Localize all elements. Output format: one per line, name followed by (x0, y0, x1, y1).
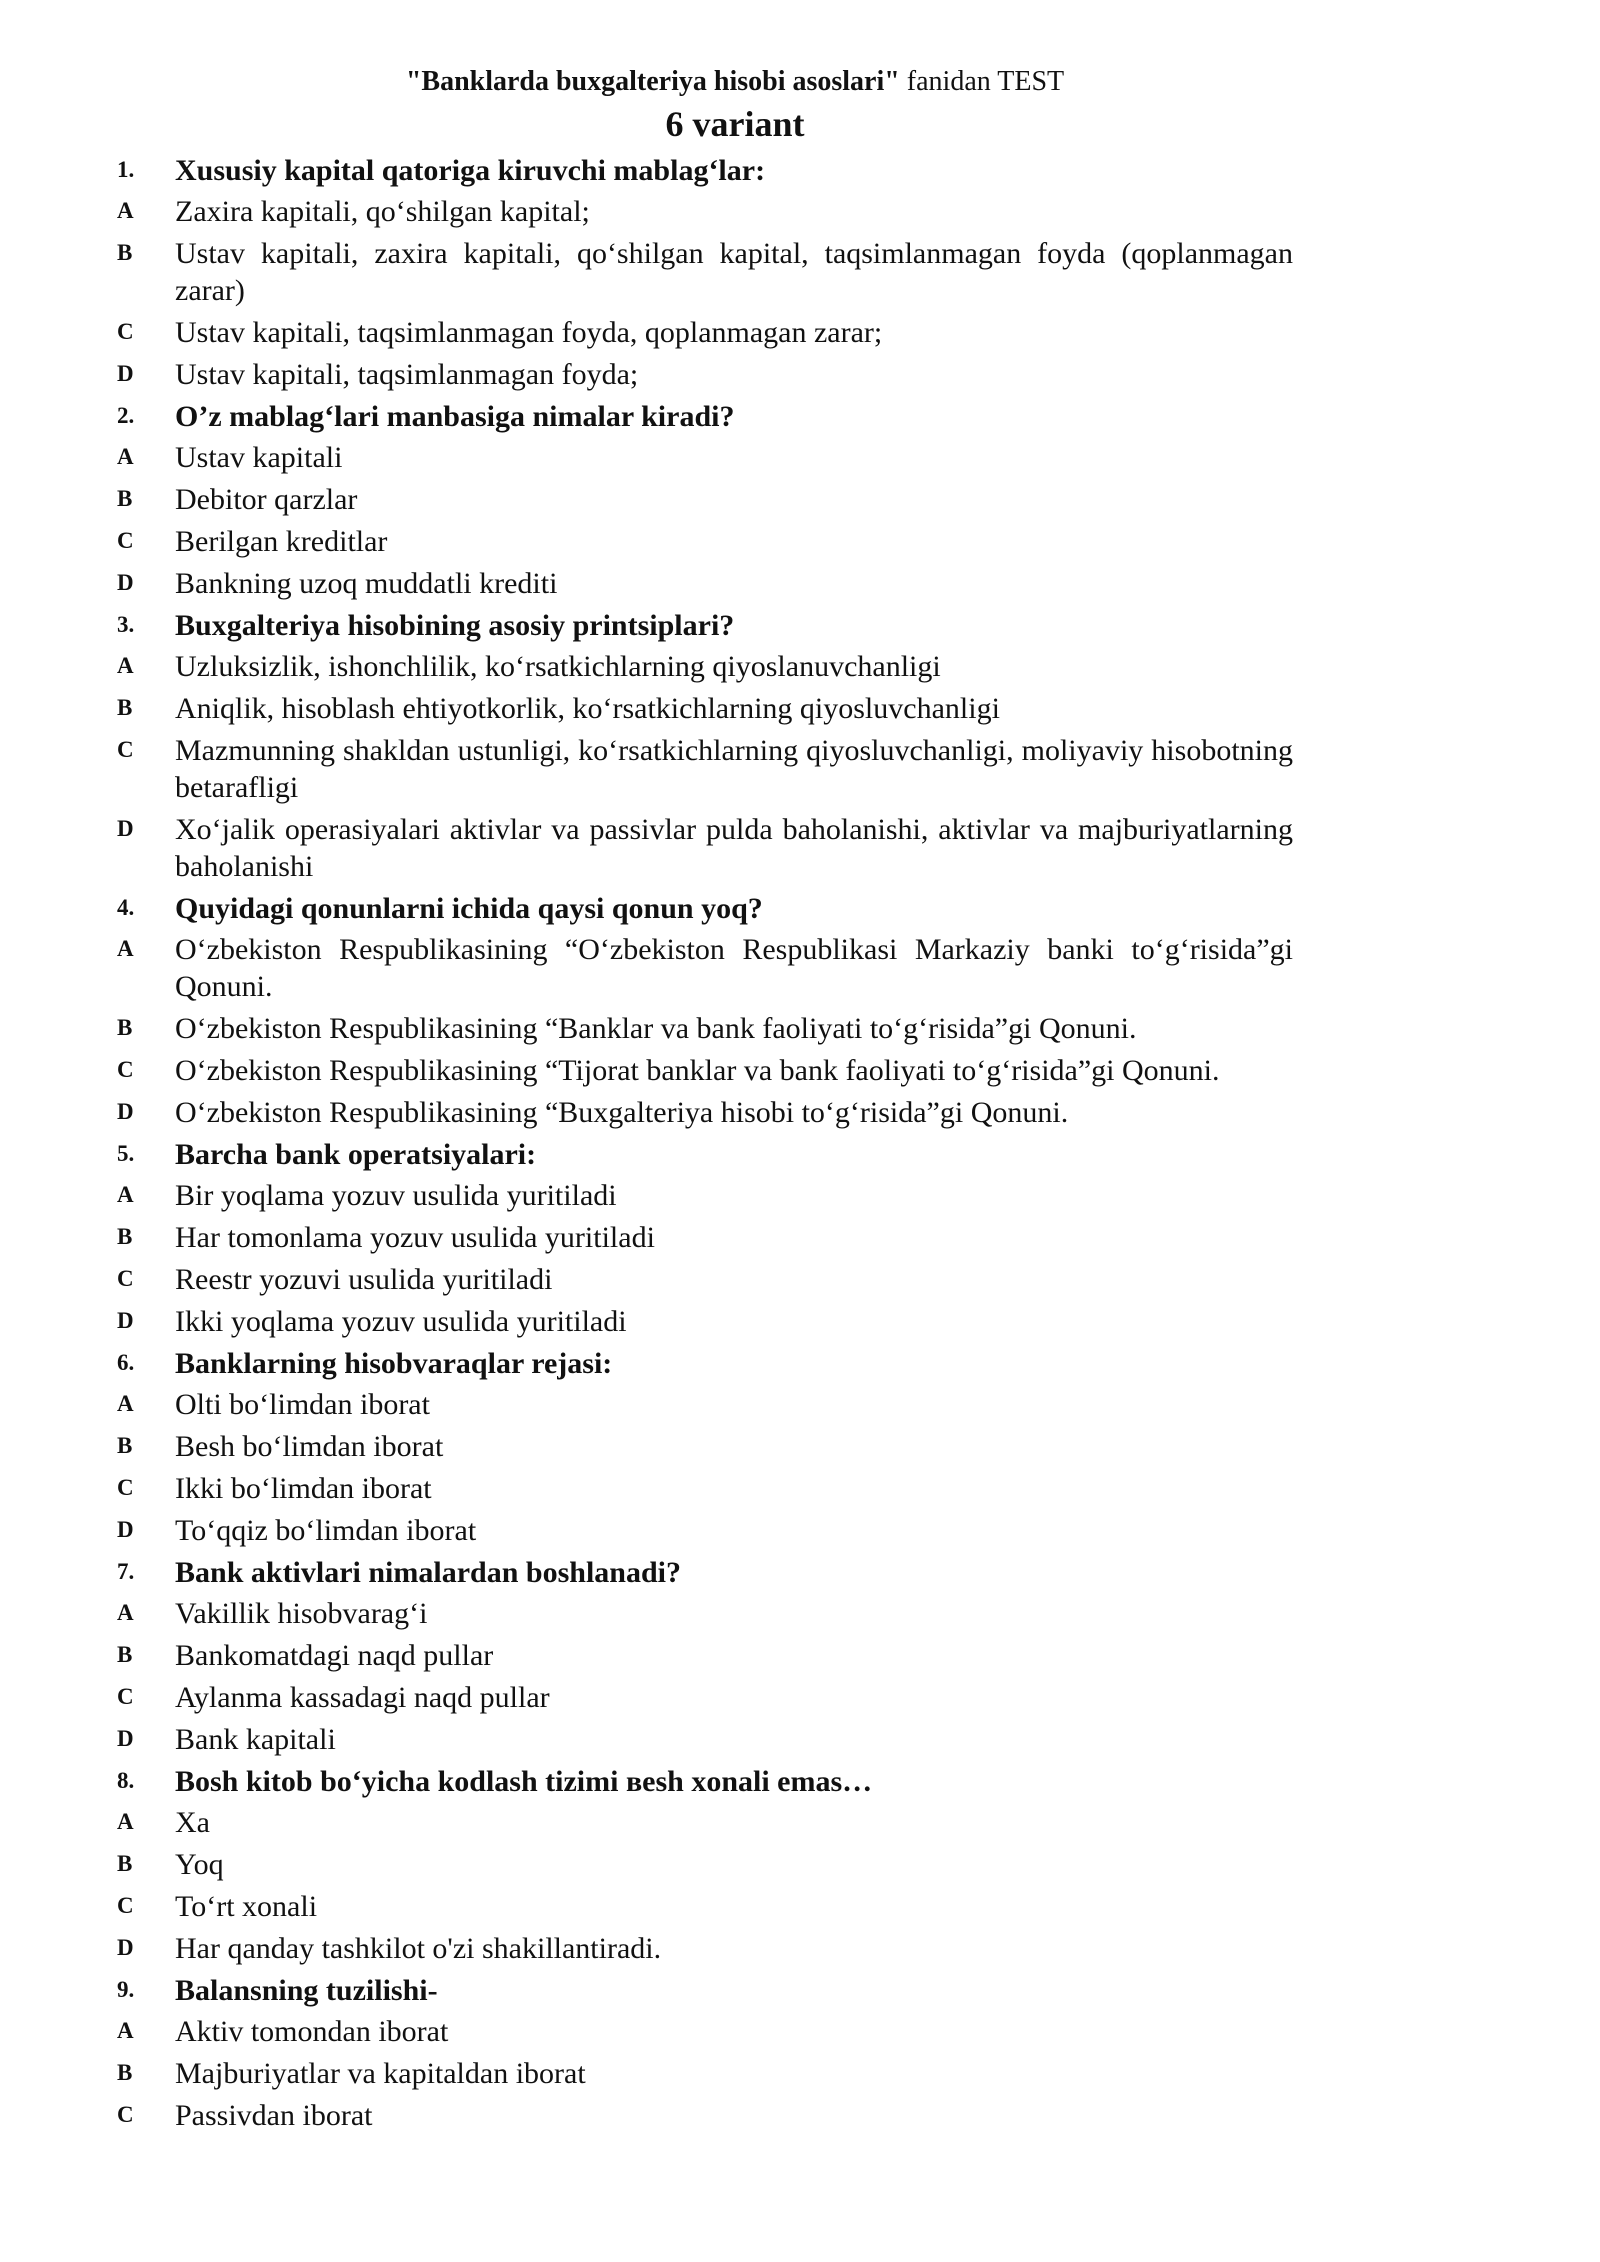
option-letter: C (117, 1475, 134, 1500)
question-number: 2. (117, 403, 135, 428)
question-number: 7. (117, 1559, 135, 1584)
option-letter: D (117, 1726, 134, 1751)
option-letter: B (117, 695, 133, 720)
answer-option (0, 1386, 1600, 1428)
answer-option (0, 1930, 1600, 1972)
option-text: Har qanday tashkilot o'zi shakillantiradi. (175, 1932, 662, 1965)
question-text: Xususiy kapital qatoriga kiruvchi mablag‘lar: (175, 154, 766, 187)
option-letter: C (117, 528, 134, 553)
option-letter: A (117, 444, 134, 469)
option-letter: D (117, 1099, 134, 1124)
answer-option (0, 1679, 1600, 1721)
option-text: Debitor qarzlar (175, 483, 358, 516)
answer-option (0, 648, 1600, 690)
answer-option (0, 1219, 1600, 1261)
option-text: Aktiv tomondan iborat (175, 2015, 449, 2048)
option-text: Ustav kapitali (175, 441, 343, 474)
option-text: Uzluksizlik, ishonchlilik, ko‘rsatkichlarning qiyoslanuvchanligi (175, 650, 941, 683)
question-text: Buxgalteriya hisobining asosiy printsiplari? (175, 609, 735, 642)
answer-option (0, 1010, 1600, 1052)
option-letter: A (117, 1391, 134, 1416)
option-text: Ustav kapitali, zaxira kapitali, qo‘shilgan kapital, taqsimlanmagan foyda (qoplanmagan zarar) (175, 237, 1293, 307)
variant-title: 6 variant (665, 104, 805, 144)
option-text: Bankomatdagi naqd pullar (175, 1639, 494, 1672)
question-text: Banklarning hisobvaraqlar rejasi: (175, 1347, 613, 1380)
option-letter: D (117, 361, 134, 386)
answer-option (0, 1428, 1600, 1470)
answer-option (0, 1888, 1600, 1930)
option-text: Bir yoqlama yozuv usulida yuritiladi (175, 1179, 617, 1212)
answer-option (0, 2055, 1600, 2097)
option-text: To‘rt xonali (175, 1890, 318, 1923)
answer-option (0, 356, 1600, 398)
option-text: Passivdan iborat (175, 2099, 373, 2132)
answer-option (0, 1261, 1600, 1303)
option-letter: A (117, 1182, 134, 1207)
answer-option (0, 193, 1600, 235)
option-letter: D (117, 1308, 134, 1333)
option-text: Zaxira kapitali, qo‘shilgan kapital; (175, 195, 590, 228)
option-letter: C (117, 1893, 134, 1918)
question (0, 1763, 1600, 1804)
option-letter: B (117, 1433, 133, 1458)
option-letter: A (117, 1600, 134, 1625)
option-letter: B (117, 1015, 133, 1040)
question-text: Balansning tuzilishi- (175, 1974, 438, 2007)
option-text: Har tomonlama yozuv usulida yuritiladi (175, 1221, 655, 1254)
option-text: O‘zbekiston Respublikasining “Banklar va bank faoliyati to‘g‘risida”gi Qonuni. (175, 1012, 1137, 1045)
answer-option (0, 439, 1600, 481)
option-letter: B (117, 1851, 133, 1876)
option-text: Mazmunning shakldan ustunligi, ko‘rsatkichlarning qiyosluvchanligi, moliyaviy hisobotning betarafligi (175, 734, 1293, 804)
question (0, 398, 1600, 439)
option-letter: A (117, 2018, 134, 2043)
answer-option (0, 1303, 1600, 1345)
option-letter: A (117, 936, 134, 961)
option-letter: C (117, 1057, 134, 1082)
question (0, 1345, 1600, 1386)
answer-option (0, 235, 1600, 314)
option-letter: C (117, 737, 134, 762)
option-letter: A (117, 1809, 134, 1834)
option-letter: B (117, 2060, 133, 2085)
question (0, 152, 1600, 193)
option-text: Ikki yoqlama yozuv usulida yuritiladi (175, 1305, 627, 1338)
question-text: Bank aktivlari nimalardan boshlanadi? (175, 1556, 681, 1589)
option-text: Bankning uzoq muddatli krediti (175, 567, 558, 600)
answer-option (0, 523, 1600, 565)
option-text: Besh bo‘limdan iborat (175, 1430, 444, 1463)
answer-option (0, 2013, 1600, 2055)
question-list (0, 152, 1600, 2139)
test-header (0, 64, 1470, 100)
question (0, 890, 1600, 931)
option-letter: B (117, 1224, 133, 1249)
option-text: Majburiyatlar va kapitaldan iborat (175, 2057, 586, 2090)
answer-option (0, 1094, 1600, 1136)
option-letter: C (117, 1266, 134, 1291)
question-number: 9. (117, 1977, 135, 2002)
question (0, 1972, 1600, 2013)
answer-option (0, 1804, 1600, 1846)
answer-option (0, 811, 1600, 890)
option-letter: A (117, 653, 134, 678)
option-text: Berilgan kreditlar (175, 525, 388, 558)
question-number: 1. (117, 157, 135, 182)
question-number: 8. (117, 1768, 135, 1793)
option-letter: B (117, 486, 133, 511)
answer-option (0, 1846, 1600, 1888)
question-number: 4. (117, 895, 135, 920)
option-text: Ustav kapitali, taqsimlanmagan foyda, qoplanmagan zarar; (175, 316, 883, 349)
answer-option (0, 481, 1600, 523)
answer-option (0, 690, 1600, 732)
option-letter: D (117, 1935, 134, 1960)
option-text: Olti bo‘limdan iborat (175, 1388, 430, 1421)
option-text: To‘qqiz bo‘limdan iborat (175, 1514, 477, 1547)
question-text: Bosh kitob bo‘yicha kodlash tizimi вesh xonali emas… (175, 1765, 873, 1798)
answer-option (0, 931, 1600, 1010)
option-text: O‘zbekiston Respublikasining “O‘zbekiston Respublikasi Markaziy banki to‘g‘risida”gi Qonuni. (175, 933, 1293, 1003)
option-text: Bank kapitali (175, 1723, 336, 1756)
question-number: 5. (117, 1141, 135, 1166)
option-text: Aniqlik, hisoblash ehtiyotkorlik, ko‘rsatkichlarning qiyosluvchanligi (175, 692, 1000, 725)
option-letter: D (117, 570, 134, 595)
subject-title: "Banklarda buxgalteriya hisobi asoslari" (405, 66, 900, 97)
option-letter: C (117, 2102, 134, 2127)
question (0, 1554, 1600, 1595)
option-letter: B (117, 240, 133, 265)
answer-option (0, 314, 1600, 356)
option-letter: C (117, 319, 134, 344)
option-text: Vakillik hisobvarag‘i (175, 1597, 428, 1630)
option-text: Yoq (175, 1848, 224, 1881)
option-text: Xa (175, 1806, 210, 1839)
question-text: Barcha bank operatsiyalari: (175, 1138, 537, 1171)
answer-option (0, 1595, 1600, 1637)
question-text: O’z mablag‘lari manbasiga nimalar kiradi? (175, 400, 735, 433)
answer-option (0, 1177, 1600, 1219)
option-letter: B (117, 1642, 133, 1667)
answer-option (0, 1721, 1600, 1763)
answer-option (0, 565, 1600, 607)
answer-option (0, 1637, 1600, 1679)
option-letter: C (117, 1684, 134, 1709)
option-text: O‘zbekiston Respublikasining “Buxgalteriya hisobi to‘g‘risida”gi Qonuni. (175, 1096, 1069, 1129)
question (0, 607, 1600, 648)
answer-option (0, 1512, 1600, 1554)
option-text: Aylanma kassadagi naqd pullar (175, 1681, 550, 1714)
option-letter: D (117, 816, 134, 841)
option-text: O‘zbekiston Respublikasining “Tijorat banklar va bank faoliyati to‘g‘risida”gi Qonuni. (175, 1054, 1220, 1087)
question (0, 1136, 1600, 1177)
answer-option (0, 732, 1600, 811)
option-letter: A (117, 198, 134, 223)
option-text: Ikki bo‘limdan iborat (175, 1472, 432, 1505)
option-text: Reestr yozuvi usulida yuritiladi (175, 1263, 553, 1296)
question-number: 6. (117, 1350, 135, 1375)
answer-option (0, 1052, 1600, 1094)
question-number: 3. (117, 612, 135, 637)
option-text: Ustav kapitali, taqsimlanmagan foyda; (175, 358, 639, 391)
question-text: Quyidagi qonunlarni ichida qaysi qonun yoq? (175, 892, 763, 925)
header-suffix: fanidan TEST (899, 66, 1065, 97)
option-text: Xo‘jalik operasiyalari aktivlar va passivlar pulda baholanishi, aktivlar va majburiyatlarning baholanishi (175, 813, 1293, 883)
option-letter: D (117, 1517, 134, 1542)
answer-option (0, 1470, 1600, 1512)
answer-option (0, 2097, 1600, 2139)
